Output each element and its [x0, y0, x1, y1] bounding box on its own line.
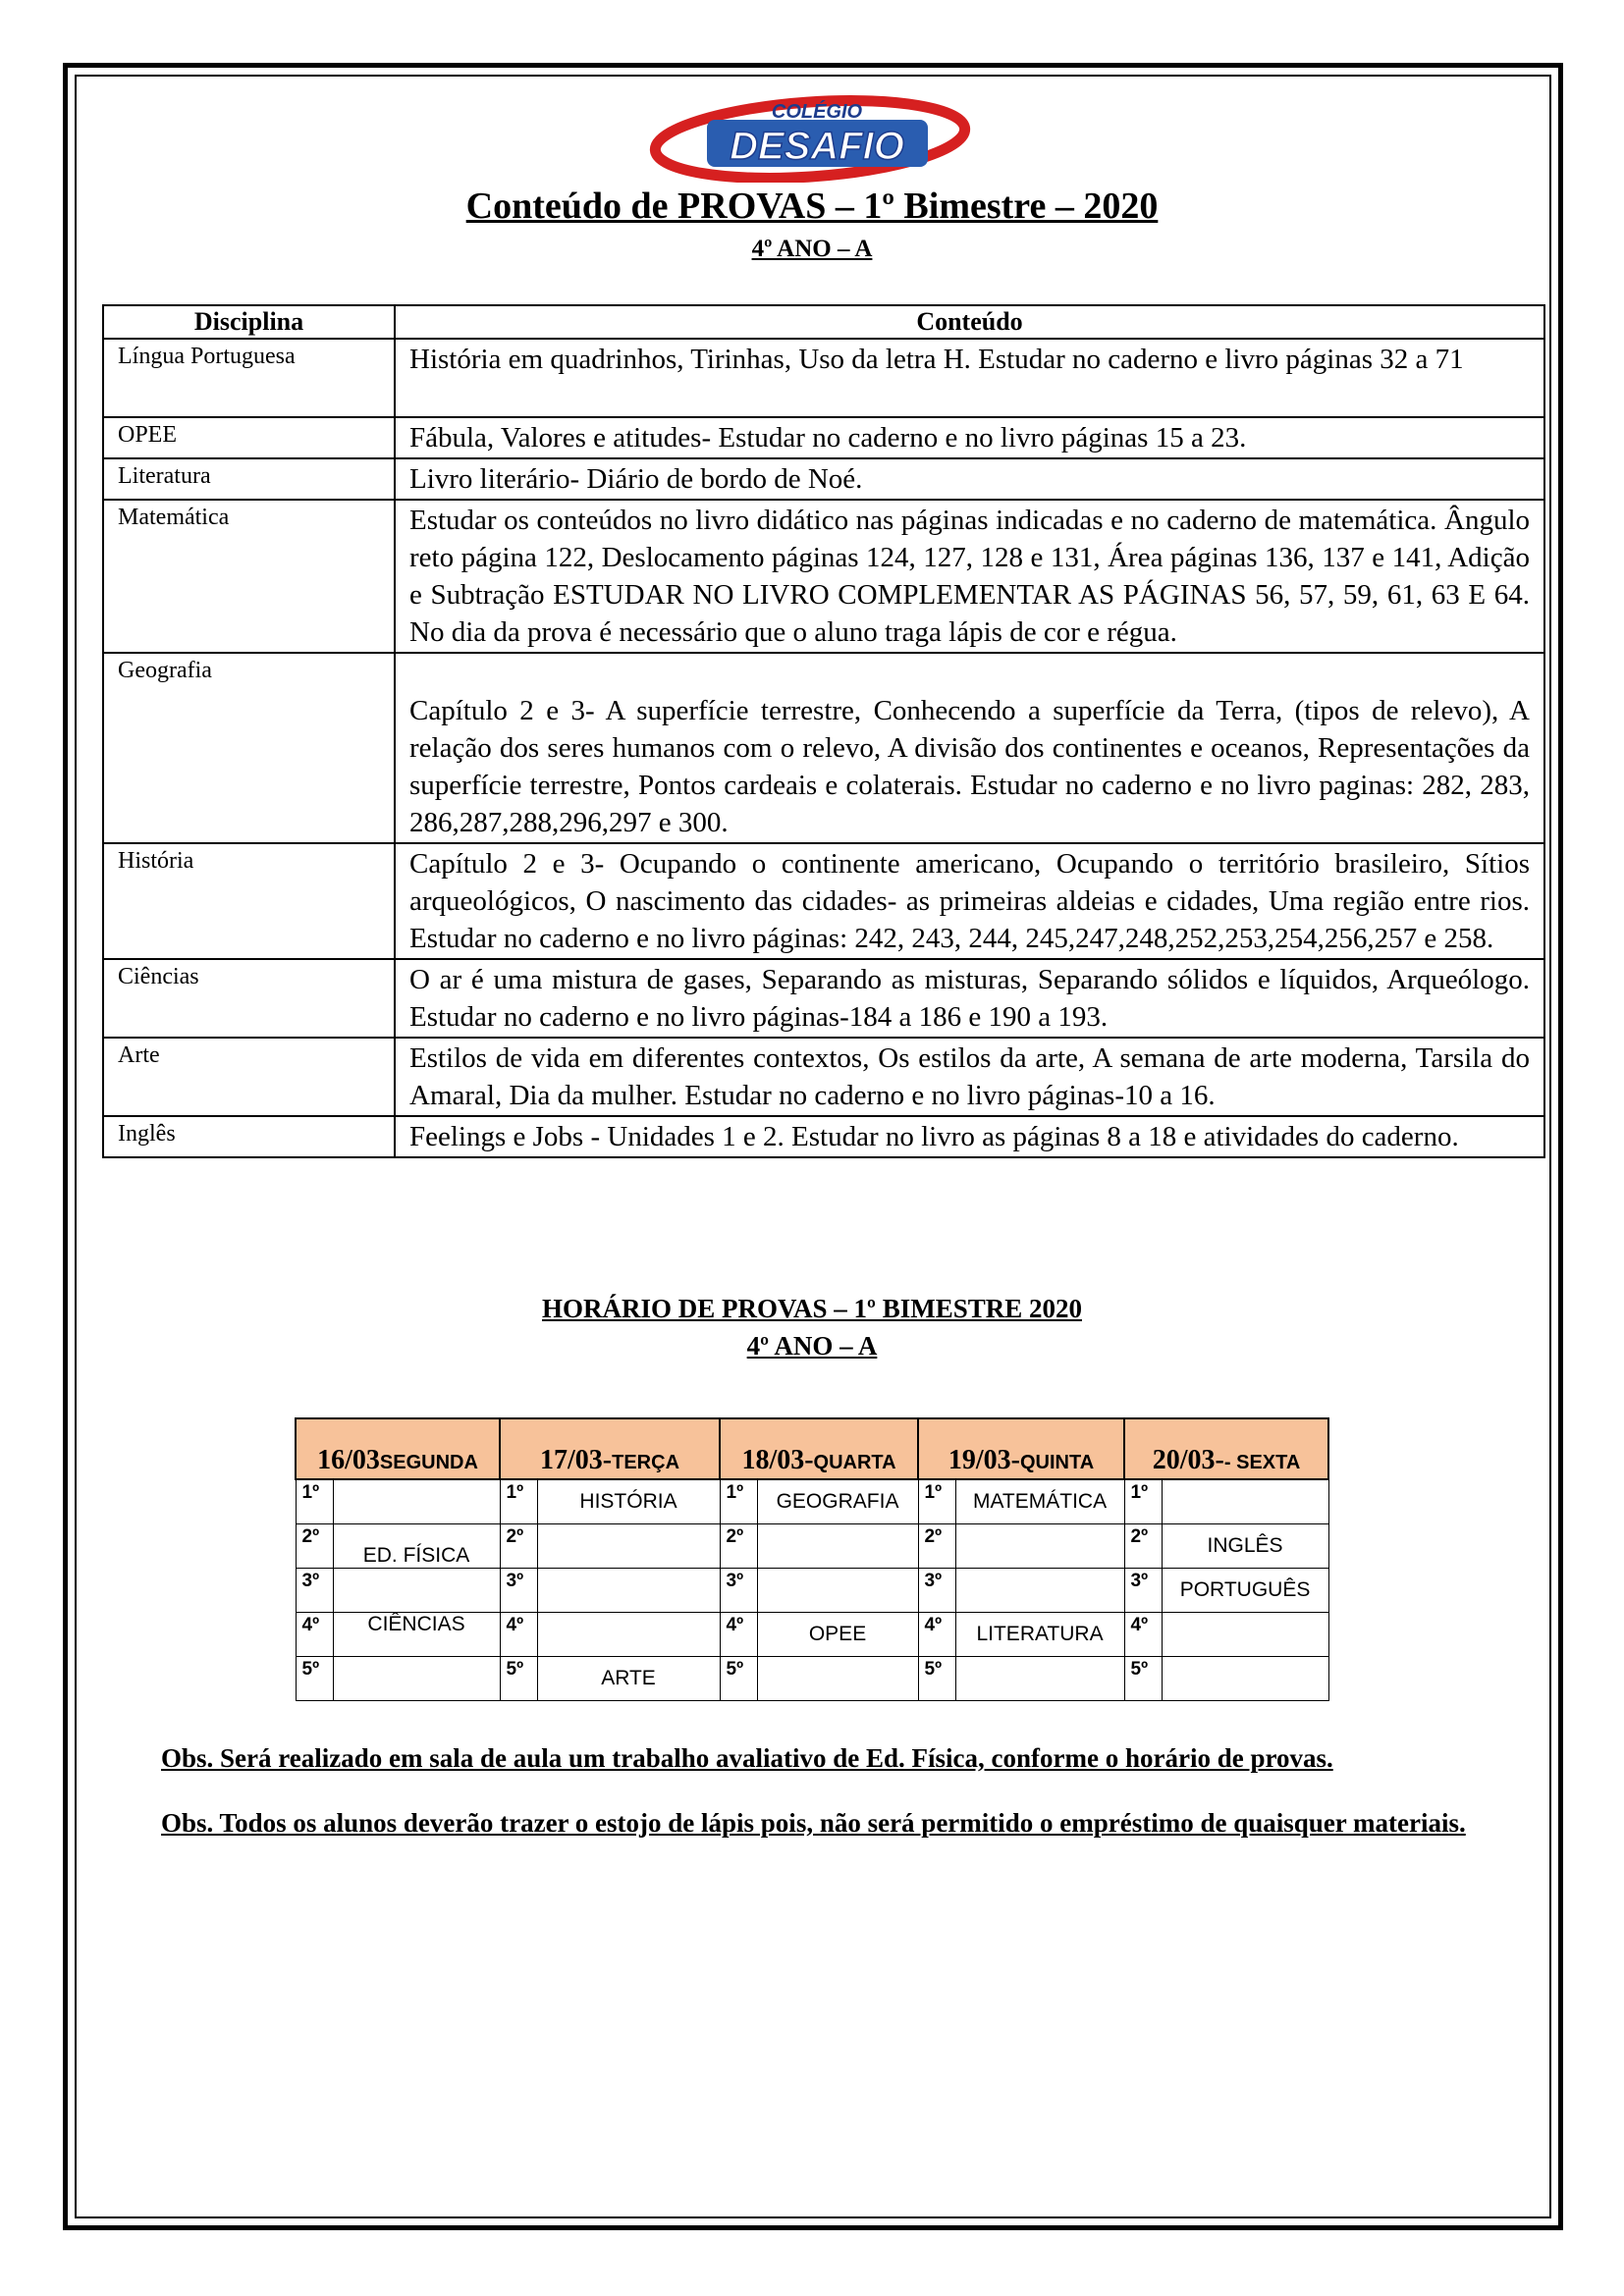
- table-row: [103, 959, 1544, 1038]
- content-cell: Feelings e Jobs - Unidades 1 e 2. Estudar no livro as páginas 8 a 18 e atividades do caderno.: [395, 1116, 1544, 1157]
- period-number: 1º: [918, 1479, 955, 1524]
- exam-slot: [537, 1613, 720, 1657]
- exam-slot: ED. FÍSICA: [333, 1524, 500, 1569]
- exam-slot: [333, 1569, 500, 1613]
- period-number: 4º: [918, 1613, 955, 1657]
- exam-slot: OPEE: [757, 1613, 918, 1657]
- period-number: 2º: [296, 1524, 333, 1569]
- period-number: 5º: [296, 1657, 333, 1701]
- content-cell: O ar é uma mistura de gases, Separando as misturas, Separando sólidos e líquidos, Arqueólogo. Estudar no caderno e no livro páginas-184 a 186 e 190 a 193.: [395, 959, 1544, 1038]
- exam-slot: [1162, 1479, 1328, 1524]
- day-name: QUARTA: [813, 1452, 896, 1473]
- schedule-row: [296, 1613, 1328, 1657]
- table-row: [103, 653, 1544, 843]
- day-name: - SEXTA: [1223, 1452, 1301, 1473]
- exam-slot: [1162, 1613, 1328, 1657]
- table-row: [103, 500, 1544, 653]
- discipline-cell: História: [103, 843, 395, 959]
- exam-slot: INGLÊS: [1162, 1524, 1328, 1569]
- period-number: 4º: [500, 1613, 537, 1657]
- exam-schedule-table: [295, 1417, 1329, 1701]
- column-header-conteudo: Conteúdo: [395, 305, 1544, 339]
- period-number: 2º: [918, 1524, 955, 1569]
- discipline-cell: Literatura: [103, 458, 395, 500]
- period-number: 1º: [500, 1479, 537, 1524]
- period-number: 1º: [1124, 1479, 1162, 1524]
- exam-slot: [333, 1479, 500, 1524]
- period-number: 5º: [918, 1657, 955, 1701]
- schedule-row: [296, 1524, 1328, 1569]
- day-date: 17/03-: [540, 1445, 613, 1475]
- content-text: Capítulo 2 e 3- A superfície terrestre, Conhecendo a superfície da Terra, (tipos de relevo), A relação dos seres humanos com o relevo, A divisão dos continentes e oceanos, Representações da superfície terrestre, Pontos cardeais e colaterais. Estudar no caderno e no livro paginas: 282, 283, 286,287,288,296,297 e 300.: [409, 695, 1530, 838]
- schedule-class-label: 4º ANO – A: [746, 1331, 878, 1361]
- exam-slot: MATEMÁTICA: [955, 1479, 1124, 1524]
- schedule-day-header: [720, 1418, 918, 1479]
- period-number: 1º: [720, 1479, 757, 1524]
- day-date: 16/03: [317, 1445, 380, 1475]
- content-cell: Estudar os conteúdos no livro didático nas páginas indicadas e no caderno de matemática. Ângulo reto página 122, Deslocamento páginas 124, 127, 128 e 131, Área páginas 136, 137 e 141, Adição e Subtração ESTUDAR NO LIVRO COMPLEMENTAR AS PÁGINAS 56, 57, 59, 61, 63 E 64. No dia da prova é necessário que o aluno traga lápis de cor e régua.: [395, 500, 1544, 653]
- discipline-cell: Geografia: [103, 653, 395, 843]
- schedule-day-header: [1124, 1418, 1328, 1479]
- discipline-cell: OPEE: [103, 417, 395, 458]
- discipline-cell: Língua Portuguesa: [103, 339, 395, 417]
- school-logo: [648, 92, 972, 183]
- svg-text:DESAFIO: DESAFIO: [730, 125, 904, 168]
- discipline-cell: Arte: [103, 1038, 395, 1116]
- schedule-row: [296, 1657, 1328, 1701]
- exam-slot: GEOGRAFIA: [757, 1479, 918, 1524]
- table-row: [103, 458, 1544, 500]
- day-name: SEGUNDA: [379, 1452, 478, 1473]
- table-row: [103, 417, 1544, 458]
- exam-slot: [955, 1524, 1124, 1569]
- exam-slot: [955, 1569, 1124, 1613]
- period-number: 4º: [1124, 1613, 1162, 1657]
- svg-text:COLÉGIO: COLÉGIO: [771, 101, 863, 123]
- period-number: 2º: [720, 1524, 757, 1569]
- table-row: [103, 843, 1544, 959]
- class-label: 4º ANO – A: [751, 236, 873, 262]
- exam-slot: [1162, 1657, 1328, 1701]
- exam-slot: PORTUGUÊS: [1162, 1569, 1328, 1613]
- day-date: 19/03-: [947, 1445, 1020, 1475]
- schedule-day-header: [296, 1418, 500, 1479]
- observation-note: Obs. Será realizado em sala de aula um trabalho avaliativo de Ed. Física, conforme o horário de provas.: [161, 1743, 1333, 1773]
- exam-slot: [537, 1524, 720, 1569]
- period-number: 3º: [1124, 1569, 1162, 1613]
- period-number: 2º: [1124, 1524, 1162, 1569]
- period-number: 3º: [720, 1569, 757, 1613]
- content-cell: Livro literário- Diário de bordo de Noé.: [395, 458, 1544, 500]
- exam-slot: HISTÓRIA: [537, 1479, 720, 1524]
- day-date: 20/03-: [1152, 1445, 1224, 1475]
- period-number: 2º: [500, 1524, 537, 1569]
- content-cell: Capítulo 2 e 3- Ocupando o continente americano, Ocupando o território brasileiro, Sítios arqueológicos, O nascimento das cidades- as primeiras aldeias e cidades, Uma região entre rios. Estudar no caderno e no livro páginas: 242, 243, 244, 245,247,248,252,253,254,256,257 e 258.: [395, 843, 1544, 959]
- exam-slot: ARTE: [537, 1657, 720, 1701]
- period-number: 5º: [500, 1657, 537, 1701]
- content-cell: [395, 653, 1544, 843]
- schedule-header-row: [296, 1418, 1328, 1479]
- discipline-cell: Ciências: [103, 959, 395, 1038]
- period-number: 5º: [720, 1657, 757, 1701]
- period-number: 1º: [296, 1479, 333, 1524]
- exam-slot: [757, 1657, 918, 1701]
- period-number: 3º: [918, 1569, 955, 1613]
- table-row: [103, 339, 1544, 417]
- day-name: TERÇA: [612, 1452, 680, 1473]
- exam-slot: [757, 1524, 918, 1569]
- exam-slot: LITERATURA: [955, 1613, 1124, 1657]
- day-name: QUINTA: [1020, 1452, 1095, 1473]
- exam-slot: [333, 1657, 500, 1701]
- exam-slot: [955, 1657, 1124, 1701]
- period-number: 3º: [500, 1569, 537, 1613]
- schedule-title: HORÁRIO DE PROVAS – 1º BIMESTRE 2020: [542, 1294, 1082, 1323]
- schedule-row: [296, 1569, 1328, 1613]
- period-number: 4º: [720, 1613, 757, 1657]
- exam-slot: CIÊNCIAS: [333, 1613, 500, 1657]
- period-number: 5º: [1124, 1657, 1162, 1701]
- exam-slot: [537, 1569, 720, 1613]
- exam-slot: [757, 1569, 918, 1613]
- page-title: Conteúdo de PROVAS – 1º Bimestre – 2020: [465, 186, 1159, 227]
- content-table-header: [103, 305, 1544, 339]
- content-cell: Fábula, Valores e atitudes- Estudar no caderno e no livro páginas 15 a 23.: [395, 417, 1544, 458]
- schedule-row: [296, 1479, 1328, 1524]
- observation-note: Obs. Todos os alunos deverão trazer o estojo de lápis pois, não será permitido o empréstimo de quaisquer materiais.: [161, 1808, 1466, 1838]
- table-row: [103, 1116, 1544, 1157]
- content-cell: Estilos de vida em diferentes contextos, Os estilos da arte, A semana de arte moderna, Tarsila do Amaral, Dia da mulher. Estudar no caderno e no livro páginas-10 a 16.: [395, 1038, 1544, 1116]
- period-number: 4º: [296, 1613, 333, 1657]
- table-row: [103, 1038, 1544, 1116]
- discipline-cell: Matemática: [103, 500, 395, 653]
- content-cell: História em quadrinhos, Tirinhas, Uso da letra H. Estudar no caderno e livro páginas 32 a 71: [395, 339, 1544, 417]
- schedule-day-header: [918, 1418, 1124, 1479]
- period-number: 3º: [296, 1569, 333, 1613]
- day-date: 18/03-: [741, 1445, 814, 1475]
- column-header-disciplina: Disciplina: [103, 305, 395, 339]
- content-table: [102, 304, 1545, 1158]
- schedule-day-header: [500, 1418, 720, 1479]
- discipline-cell: Inglês: [103, 1116, 395, 1157]
